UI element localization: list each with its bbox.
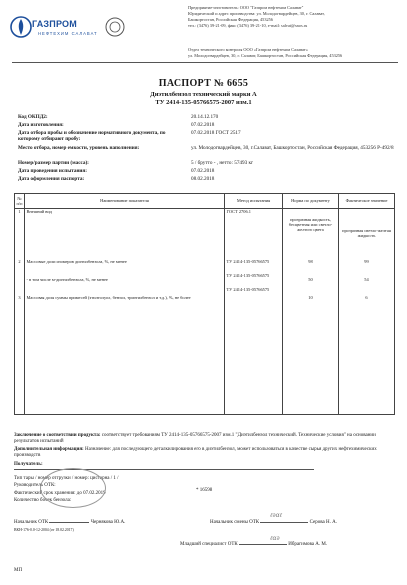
- row-number: 3: [18, 295, 21, 300]
- logo-brand: ГАЗПРОМ: [32, 19, 77, 29]
- shift-otk-signature: [210, 520, 400, 526]
- form-code: ВКН-176-0.0-12-2004 (от 18.02.2017): [14, 528, 74, 532]
- additional-info-text: Назначение: для последующего деталкилирования его в диэтилбензол, может использоваться в качестве сырья других нефтехимических производств: [14, 447, 377, 458]
- head-otk-title: Начальник ОТК: [14, 520, 49, 525]
- info-row: [18, 169, 398, 175]
- eng-otk-title: Младший специалист ОТК: [180, 542, 238, 547]
- info-label: Дата проведения испытания:: [18, 168, 87, 174]
- info-row: [18, 146, 398, 158]
- row-number: [17, 277, 23, 295]
- info-value: 07.02.2018: [191, 168, 215, 174]
- actual-value: 99: [364, 259, 369, 264]
- info-row: [18, 161, 398, 167]
- transport-line: Тип тары / номер отгрузки / номер: цистерна / 1 /: [14, 476, 119, 481]
- otk-line: ул. Молодогвардейцев, 30, г. Салават, Башкортостан, Российская Федерация, 453256: [188, 53, 343, 58]
- shift-otk-name: Серова Н. А.: [309, 520, 337, 525]
- header-divider: [12, 62, 398, 63]
- info-label: Номер/размер партии (массa):: [18, 160, 89, 166]
- info-row: [18, 123, 398, 129]
- info-label: Дата изготовления:: [18, 122, 64, 128]
- signature-line: [260, 522, 308, 523]
- eng-otk-signature: [180, 542, 400, 548]
- info-value: 20.14.12.170: [191, 114, 219, 120]
- manufacturer-line: Юридический и адрес производства: ул. Молодогвардейцев, 30, г. Салават,: [188, 11, 325, 16]
- receiver-label: Получатель:: [14, 462, 43, 467]
- handwritten-signature: ℓ∂ɑℓ: [270, 512, 283, 519]
- parameter-name: Массовая доля суммы примесей (этилтолуол, бензол, триэтилбензол и т.д.), %, не более: [26, 295, 191, 300]
- row-values-cell: [339, 209, 395, 415]
- info-value: 5 / брутто - , нетто: 57493 кг: [191, 160, 254, 166]
- test-method: ТУ 2414-135-05766575: [226, 273, 270, 278]
- head-otk-name: Чернякова Ю.А.: [90, 520, 126, 525]
- norm-value: 10: [308, 295, 313, 300]
- product-name: Диэтилбензол технический марки А: [150, 91, 257, 98]
- info-value: 08.02.2018: [191, 176, 215, 182]
- signature-line: [49, 522, 89, 523]
- actual-value: 54: [364, 277, 369, 282]
- storage-line: Фактический срок хранения: до 07.02.2019: [14, 491, 106, 496]
- seal-place: МП: [14, 568, 23, 573]
- info-row: [18, 131, 398, 143]
- info-label: Место отбора, номер емкости, уровень наполнения:: [18, 145, 140, 151]
- column-header: Фактическое значение: [339, 194, 395, 209]
- norm-value: 98: [308, 259, 313, 264]
- column-header: Метод испытания: [225, 194, 283, 209]
- info-label: Дата оформления паспорта:: [18, 176, 85, 182]
- info-value: ул. Молодогвардейцев, 30, г.Салават, Башкортостан, Российская Федерация, 453256 Р-492/8: [191, 145, 394, 151]
- info-value: 07.02.2018: [191, 122, 215, 128]
- row-norms-cell: [283, 209, 339, 415]
- test-method: ГОСТ 2706.1: [226, 209, 251, 214]
- actual-value: 6: [365, 295, 368, 300]
- test-method: ТУ 2414-135-05766575: [226, 259, 270, 264]
- quantity-line: Количество бочек бензола:: [14, 498, 72, 503]
- row-number: 1: [18, 209, 21, 214]
- logo-subtitle: НЕФТЕХИМ САЛАВАТ: [38, 31, 98, 36]
- head-otk-signature: [14, 520, 194, 526]
- row-numbers-cell: [15, 209, 25, 415]
- column-header: № п/п: [15, 194, 25, 209]
- tu-reference: ТУ 2414-135-05766575-2007 изм.1: [155, 99, 252, 106]
- actual-value: прозрачная светло-желтая жидкость: [342, 228, 391, 239]
- stamp-number: * 16598: [196, 488, 213, 493]
- parameter-name: Массовые доли изомеров диэтилбензола, %, не менее: [26, 259, 127, 264]
- info-label: Код ОКПД2:: [18, 114, 48, 120]
- column-header: Наименование показателя: [25, 194, 225, 209]
- table-row: [15, 209, 395, 415]
- table-header-row: [15, 194, 395, 209]
- additional-info-label: Дополнительная информация:: [14, 447, 84, 452]
- eng-otk-name: Ибрагимова А. М.: [288, 542, 328, 547]
- column-header: Норма по документу: [283, 194, 339, 209]
- parameter-name: Внешний вид: [26, 209, 52, 214]
- signature-line: [239, 544, 287, 545]
- certification-seal-icon: [104, 16, 126, 38]
- info-row: [18, 115, 398, 121]
- test-method: ТУ 2414-135-05766575: [226, 287, 270, 292]
- official-stamp: [40, 468, 106, 508]
- parameter-name: - в том числе м-диэтилбензола, %, не менее: [26, 277, 108, 282]
- conclusion: [14, 433, 398, 444]
- manufacturer-line: Предприятие-изготовитель: ООО "Газпром нефтехим Салават": [188, 5, 304, 10]
- manufacturer-info: [188, 5, 403, 29]
- norm-value: 50: [308, 277, 313, 282]
- otk-info: [188, 47, 403, 59]
- otk-line: Отдел технического контроля ООО «Газпром нефтехим Салават»: [188, 47, 308, 52]
- row-number: 2: [18, 259, 21, 264]
- shift-otk-title: Начальник смены ОТК: [210, 520, 260, 525]
- row-methods-cell: [225, 209, 283, 415]
- row-names-cell: [25, 209, 225, 415]
- norm-value: прозрачная жидкость, бесцветная или светло-желтого цвета: [288, 217, 333, 233]
- conclusion-text: соответствует требованиям ТУ 2414-135-05766575-2007 изм.1 "Диэтилбензол технический. Технические условия" на основании результатов испытаний: [14, 433, 376, 444]
- info-label: Дата отбора пробы и обозначение нормативного документа, по которому отбирают пробу:: [18, 130, 166, 142]
- additional-info: [14, 447, 398, 458]
- manufacturer-line: тел.: (3476) 39-21-09, факс (3476) 39-21-10, e-mail: salvat@snos.ru: [188, 23, 308, 28]
- head-line: Руководитель ОТК:: [14, 483, 56, 488]
- manufacturer-line: Башкортостан, Российская Федерация, 453256: [188, 17, 273, 22]
- passport-title: ПАСПОРТ № 6655: [158, 78, 249, 89]
- results-table: [14, 193, 395, 415]
- info-value: 07.02.2018 ГОСТ 2517: [191, 130, 241, 136]
- flame-logo-icon: [10, 16, 32, 38]
- conclusion-label: Заключение о соответствии продукта:: [14, 433, 101, 438]
- handwritten-signature: ℓɑ∂: [270, 535, 280, 542]
- info-row: [18, 177, 398, 183]
